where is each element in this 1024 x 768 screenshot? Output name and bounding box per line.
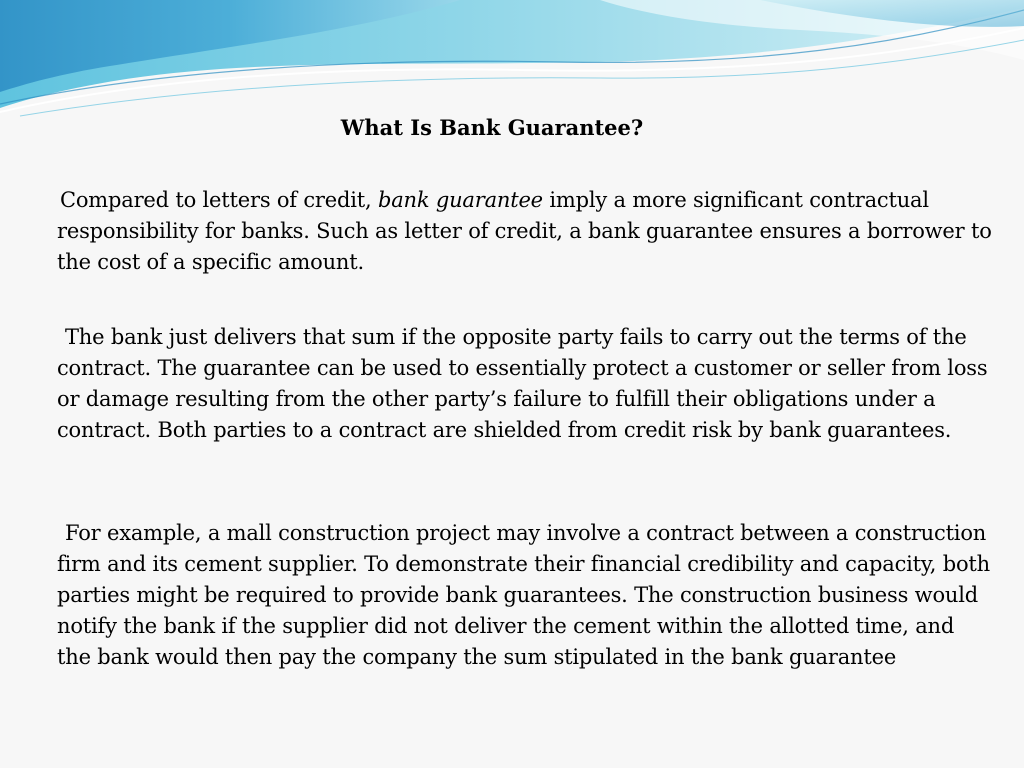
header-wave-decoration [0,0,1024,120]
paragraph-intro-emphasis: bank guarantee [377,188,543,212]
slide-title: What Is Bank Guarantee? [340,115,644,140]
paragraph-intro-comma: , [365,188,378,212]
paragraph-intro [57,185,992,278]
paragraph-intro-rest: imply a more significant contractual responsibility for banks. Such as letter of credit, a bank guarantee ensures a borrower to the cost of a specific amount. [57,188,992,274]
paragraph-example [57,518,992,673]
paragraph-example-text: For example, a mall construction project may involve a contract between a construction firm and its cement supplier. To demonstrate their financial credibility and capacity, both parties might be required to provide bank guarantees. The construction business would notify the bank if the supplier did not deliver the cement within the allotted time, and the bank would then pay the company the sum stipulated in the bank guarantee [57,521,990,669]
paragraph-bank-delivery [57,322,992,446]
paragraph-bank-delivery-text: The bank just delivers that sum if the opposite party fails to carry out the terms of the contract. The guarantee can be used to essentially protect a customer or seller from loss or damage resulting from the other party’s failure to fulfill their obligations under a contract. Both parties to a contract are shielded from credit risk by bank guarantees. [57,325,988,442]
paragraph-intro-lead: Compared to letters of credit [60,188,365,212]
